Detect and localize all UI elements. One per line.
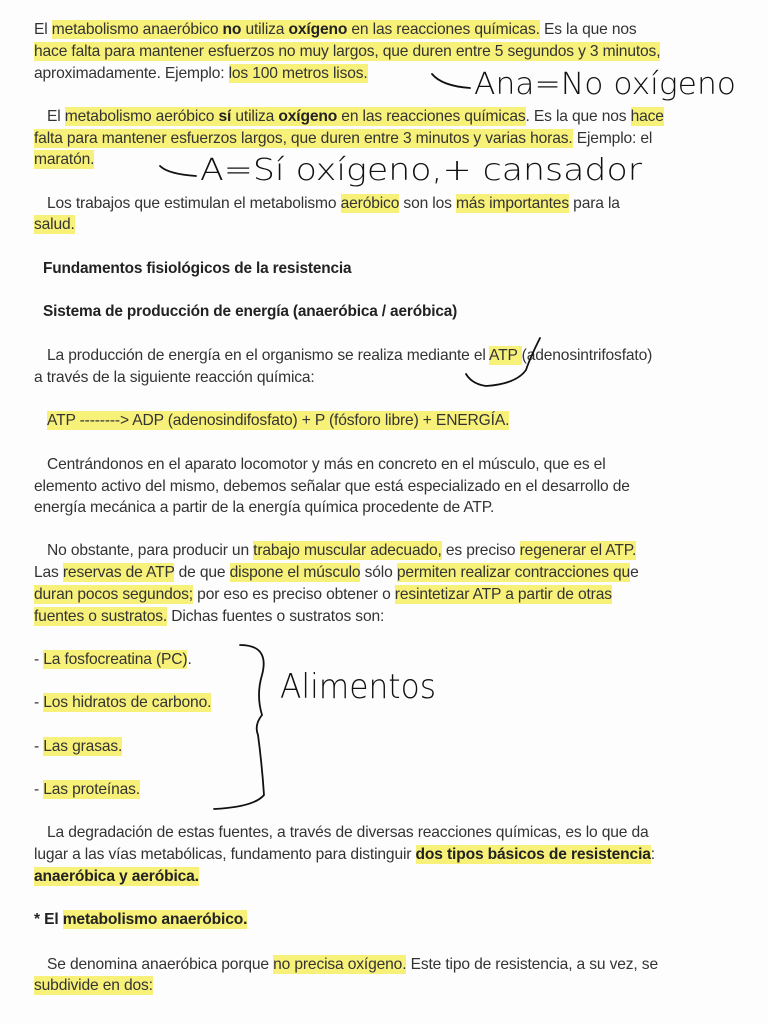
text-span: (adenosintrifosfato) [521, 347, 653, 364]
text-line [34, 150, 94, 170]
highlighted-text: metabolismo aeróbico [64, 108, 219, 125]
text-line [34, 867, 199, 887]
text-line [34, 976, 153, 996]
text-line [47, 194, 620, 214]
highlighted-text: resintetizar ATP a partir de otras [394, 586, 612, 603]
text-span: La producción de energía en el organismo se realiza mediante el [47, 347, 490, 364]
highlighted-text: permiten realizar contracciones qu [396, 564, 631, 581]
text-span: de que [174, 564, 230, 581]
highlighted-text: metabolismo anaeróbico [51, 21, 223, 38]
text-span: Este tipo de resistencia, a su vez, se [406, 956, 658, 973]
text-span: Sistema de producción de energía (anaeróbica / aeróbica) [43, 303, 458, 320]
text-line [47, 541, 636, 561]
text-line [34, 693, 211, 713]
highlighted-text: sí [218, 108, 232, 125]
text-span: * El [34, 911, 63, 928]
text-line [34, 650, 192, 670]
highlighted-text: Las grasas. [43, 738, 123, 755]
highlighted-text: hace [630, 108, 664, 125]
text-line [34, 563, 639, 583]
text-line [34, 20, 637, 40]
highlighted-text: fuentes o sustratos. [34, 608, 168, 625]
text-span: . [187, 651, 192, 668]
text-span: Ejemplo: el [572, 130, 653, 147]
highlighted-text: hace falta para mantener esfuerzos no muy largos, que duren entre 5 segundos y 3 minutos, [34, 43, 661, 60]
text-line [34, 215, 75, 235]
highlighted-text: dos tipos básicos de resistencia [415, 846, 651, 863]
highlighted-text: duran pocos segundos; [34, 586, 193, 603]
text-line [34, 585, 612, 605]
highlighted-text: trabajo muscular adecuado, [253, 542, 442, 559]
text-span: - [34, 738, 44, 755]
text-span: son los [399, 195, 456, 212]
handwritten-note-aerobic: A=Sí oxígeno,+ cansador [200, 153, 643, 188]
text-line [34, 780, 140, 800]
highlighted-text: oxígeno [288, 21, 348, 38]
highlighted-text: utiliza [231, 108, 279, 125]
highlighted-text: ATP [489, 347, 522, 364]
text-line [34, 64, 368, 84]
handwritten-note-anaerobic: Ana=No oxígeno [474, 67, 736, 102]
text-span: energía mecánica a partir de la energía química procedente de ATP. [34, 499, 495, 516]
text-span: sólo [360, 564, 397, 581]
text-line [34, 368, 315, 388]
highlighted-text: ATP --------> ADP (adenosindifosfato) + P (fósforo libre) + ENERGÍA. [47, 412, 510, 429]
text-span: La degradación de estas fuentes, a través de diversas reacciones químicas, es lo que da [47, 824, 649, 841]
handwritten-brace [214, 645, 264, 809]
text-span: elemento activo del mismo, debemos señalar que está especializado en el desarrollo de [34, 478, 630, 495]
text-span: e [630, 564, 639, 581]
text-span: El [47, 108, 65, 125]
handwritten-note-alimentos: Alimentos [280, 667, 436, 707]
text-span: No obstante, para producir un [47, 542, 254, 559]
text-line [34, 910, 247, 930]
highlighted-text: Los hidratos de carbono. [43, 694, 212, 711]
text-span: - [34, 651, 44, 668]
highlighted-text: más importantes [455, 195, 569, 212]
section-heading [43, 302, 457, 322]
section-heading [43, 259, 351, 279]
highlighted-text: reservas de ATP [62, 564, 175, 581]
highlighted-text: maratón. [34, 151, 95, 168]
highlighted-text: aeróbico [340, 195, 400, 212]
text-span: Fundamentos fisiológicos de la resistencia [43, 260, 352, 277]
highlighted-text: falta para mantener esfuerzos largos, que duren entre 3 minutos y varias horas. [34, 130, 573, 147]
highlighted-text: dispone el músculo [229, 564, 361, 581]
text-line [34, 477, 630, 497]
highlighted-text: en las reacciones químicas [337, 108, 526, 125]
handwritten-dash-1 [432, 74, 470, 88]
text-span: Dichas fuentes o sustratos son: [167, 608, 385, 625]
highlighted-text: salud. [34, 216, 75, 233]
highlighted-text: metabolismo anaeróbico. [62, 911, 248, 928]
highlighted-text: no precisa oxígeno. [273, 956, 407, 973]
handwritten-dash-2 [160, 166, 196, 176]
text-span: . Es la que nos [525, 108, 631, 125]
text-span: : [650, 846, 655, 863]
highlighted-text: utiliza [241, 21, 289, 38]
highlighted-text: oxígeno [278, 108, 338, 125]
highlighted-text: La fosfocreatina (PC) [43, 651, 188, 668]
highlighted-text: subdivide en dos: [34, 977, 153, 994]
text-span: Las [34, 564, 63, 581]
text-line [47, 455, 606, 475]
text-line [47, 955, 658, 975]
text-line [47, 107, 664, 127]
text-line [47, 411, 509, 431]
text-span: lugar a las vías metabólicas, fundamento para distinguir [34, 846, 416, 863]
text-span: El [34, 21, 52, 38]
highlighted-text: anaeróbica y aeróbica. [34, 868, 199, 885]
text-line [34, 845, 655, 865]
highlighted-text: Las proteínas. [43, 781, 140, 798]
text-line [34, 129, 652, 149]
text-line [34, 42, 660, 62]
text-span: es preciso [441, 542, 520, 559]
highlighted-text: no [222, 21, 242, 38]
text-line [47, 346, 652, 366]
text-span: Es la que nos [539, 21, 637, 38]
text-span: - [34, 694, 44, 711]
text-span: Se denomina anaeróbica porque [47, 956, 274, 973]
text-line [34, 607, 384, 627]
highlighted-text: regenerar el ATP. [519, 542, 637, 559]
text-line [47, 823, 649, 843]
text-span: Centrándonos en el aparato locomotor y más en concreto en el músculo, que es el [47, 456, 606, 473]
highlighted-text: los 100 metros lisos. [228, 65, 368, 82]
highlighted-text: en las reacciones químicas. [347, 21, 540, 38]
text-line [34, 498, 494, 518]
text-span: - [34, 781, 44, 798]
text-span: por eso es preciso obtener o [192, 586, 395, 603]
text-span: Los trabajos que estimulan el metabolismo [47, 195, 341, 212]
text-span: a través de la siguiente reacción química: [34, 369, 315, 386]
text-span: para la [568, 195, 620, 212]
text-line [34, 737, 122, 757]
text-span: aproximadamente. Ejemplo: [34, 65, 229, 82]
